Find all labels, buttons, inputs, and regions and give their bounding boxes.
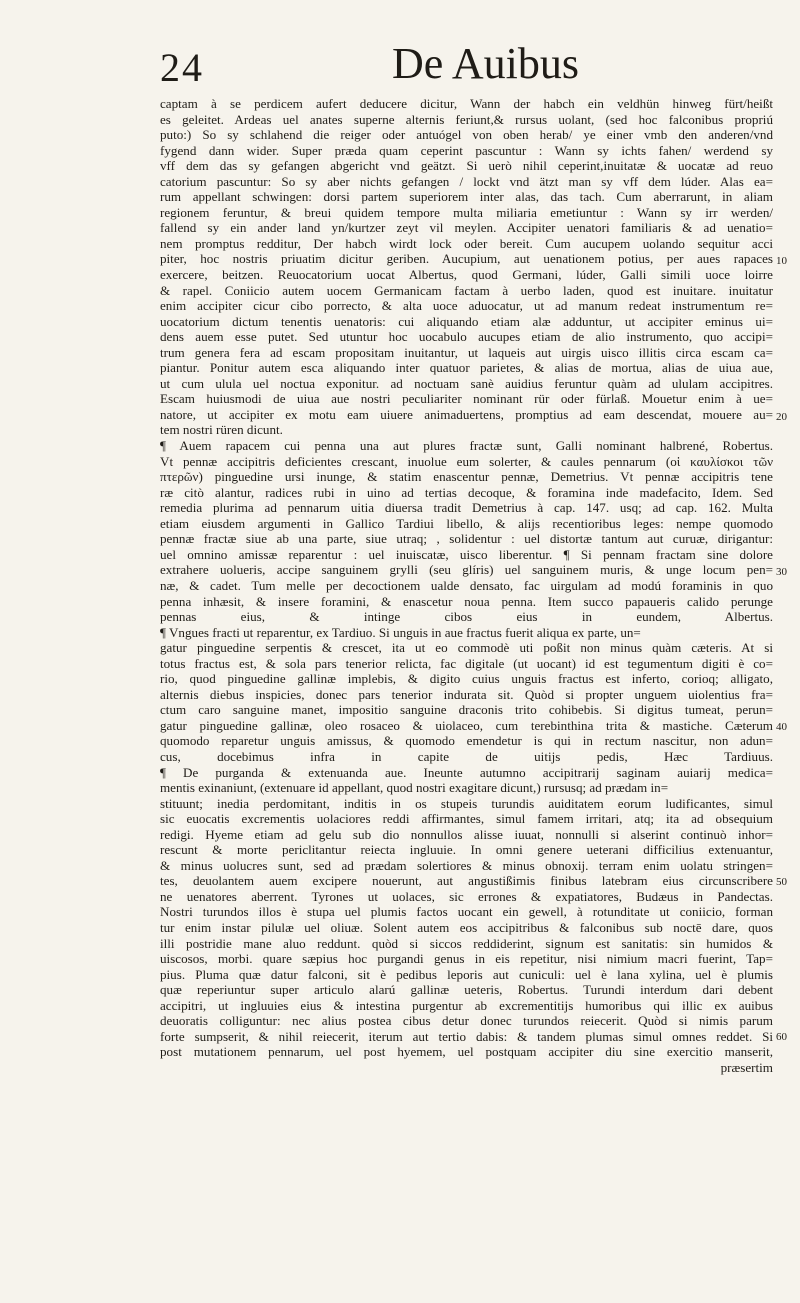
page-number: 24 [160,45,204,90]
text-line: cus, docebimus infra in capite de uitijs pedis, Hæc Tardiuus. [160,748,773,764]
text-line: sic euocatis excrementis uolaciores reddi affirmantes, simul famem irritari, atq; ita ad obsequium [160,811,773,827]
text-line: rum appellant schwingen: dorsi partem superiorem inter alas, das tach. Cum aberrarunt, in aliam [160,189,773,205]
text-line: gatur pinguedine gallinæ, oleo rosaceo & uiolaceo, cum terebinthina trita & mastiche. Cæterum [160,717,773,733]
text-line: penna inhæsit, & insere foramini, & enascetur noua penna. Item succo papaueris calido perunge [160,593,773,609]
text-line: tur enim instar pilulæ uel oliuæ. Solent autem eos accipitribus & falconibus sub noctē dare, quos [160,919,773,935]
text-line: fallend sy ein ander land yn/kurtzer zeyt vil meylen. Accipiter uenatori familiaris & ad uenatio= [160,220,773,236]
text-line: uiscosos, morbi. quare sæpius hoc purgandi genus in eis repetitur, nisi nimium macri fuerint, Tap= [160,951,773,967]
body-text [160,96,773,1075]
text-line: catorium pascuntur: So sy aber nichts gefangen / lockt vnd ätzt man sy vff dem lúder. Alas ea= [160,173,773,189]
margin-line-number: 60 [776,1031,787,1043]
text-line: remedia plurima ad pennarum uitia diuersa tradit Demetrius à cap. 147. usq; ad cap. 162. Multa [160,500,773,516]
text-line: ne uenatores aberrent. Tyrones ut uolaces, sic errones & expatiatores, Budæus in Pandectas. [160,888,773,904]
text-line: puto:) So sy schlahend die reiger oder antuógel von oben herab/ ye einer vmb den anderen/vnd [160,127,773,143]
text-line: illi postridie mane aluo reddunt. quòd si siccos reddiderint, signum est sanitatis: sin humidos & [160,935,773,951]
text-line: forte sumpserit, & nihil reiecerit, iterum aut tertio dabis: & tandem plumas simul omnes reddet. Si [160,1028,773,1044]
text-line: exercere, beitzen. Reuocatorium uocat Albertus, quod Germani, lúder, Galli simili uoce loirre [160,267,773,283]
text-line: fygend dann wider. Super præda quam ceperint pascuntur : Wann sy ichts fahen/ werdend sy [160,142,773,158]
text-line: extrahere uolueris, accipe sanguinem grylli (seu glíris) uel sanguinem muris, & unge locum pen= [160,562,773,578]
text-line: ¶ Auem rapacem cui penna una aut plures fractæ sunt, Galli nominant halbrené, Robertus. [160,438,773,454]
text-line: gatur pinguedine serpentis & crescet, ita ut eo commodè uti poßit non minus quàm cæteris. At si [160,640,773,656]
text-line: ¶ De purganda & extenuanda aue. Ineunte autumno accipitrarij saginam auiarij medica= [160,764,773,780]
text-line: næ, & cadet. Tum melle per decoctionem ualde densato, fac uirgulam ad modú foraminis in quo [160,577,773,593]
text-line: πτερῶν) pinguedine ursi inunge, & statim enascentur pennæ, Demetrius. Vt pennæ accipitris tene [160,469,773,485]
text-line: ut cum ulula uel noctua exponitur. ad noctuam sanè auidius feruntur quàm ad ululam accipitres. [160,375,773,391]
text-line: quæ reperiuntur super articulo alarú gallinæ ueteris, Robertus. Turundi interdum dari debent [160,982,773,998]
text-line: rio, quod pinguedine gallinæ implebis, & digito cuius unguis fractus est inferto, corioq; alligato, [160,671,773,687]
text-line: ræ citò alantur, radices rubi in uino ad tertias decoque, & foramina inde madefacito, Idem. Sed [160,484,773,500]
text-line: alternis diebus inspicies, donec pars tenerior indurata sit. Quòd si propter unguem uiolentius fra= [160,686,773,702]
text-line: regionem feruntur, & breui quidem tempore multa miliaria emetiuntur : Wann sy irr werden/ [160,204,773,220]
page-header [160,38,760,90]
text-line: captam à se perdicem aufert deducere dicitur, Wann der habch ein veldhün hinweg fürt/heißt [160,96,773,111]
text-line: uocatorium dictum tenentis uenatoris: cui aliquando etiam alæ adduntur, ut accipiter eminus ui= [160,313,773,329]
text-line: præsertim [720,1059,773,1075]
text-line: pius. Pluma quæ datur falconi, sit è pedibus leporis aut cuniculi: uel è lana xylina, uel è plumis [160,966,773,982]
text-line: enim accipiter cicur cibo porrecto, & alta uoce aduocatur, ut ad manum redeat instrumentum re= [160,298,773,314]
text-line: piantur. Ponitur autem esca aliquando inter quatuor parietes, & alias de mortua, alias de uiua aue, [160,360,773,376]
text-line: & rapel. Coniicio autem uocem Germanicam factam à uerbo laden, quod est inuitare. inuitatur [160,282,773,298]
text-line: es geleitet. Ardeas uel anates superne alternis feriunt,& rursus uolant, (sed hoc falconibus propriú [160,111,773,127]
text-line: ¶ Vngues fracti ut reparentur, ex Tardiuo. Si unguis in aue fractus fuerit aliqua ex parte, un= [160,624,641,640]
text-line: redigi. Hyeme etiam ad gelu sub dio nonnullos alisse iuuat, nonnulli si alserint continuò inhor= [160,826,773,842]
text-line: quomodo reparetur unguis amissus, & quomodo emendetur is qui in rectum nascitur, non adun= [160,733,773,749]
margin-line-number: 50 [776,876,787,888]
text-line: piter, hoc nostris priuatim dicitur geriben. Aucupium, aut uenationem potius, per aues rapaces [160,251,773,267]
margin-line-number: 10 [776,255,787,267]
text-line: natore, ut accipiter ex motu eam uiuere animaduertens, promptius ad eam descendat, mouere au= [160,406,773,422]
text-line: uel omnino amissæ reparentur : uel inuiscatæ, uisco liberentur. ¶ Si pennam fractam sine dolore [160,546,773,562]
text-line: ctum caro sanguine manet, impositio sanguine draconis trito cohibebis. Si digitus tumeat, perun= [160,702,773,718]
text-line: rescunt & morte periclitantur reiecta ingluuie. In omni genere ueterani difficilius extenuantur, [160,842,773,858]
text-line: mentis exinaniunt, (extenuare id appellant, quod nostri exagitare dicunt,) rursusq; ad prædam in= [160,780,669,796]
text-line: Vt pennæ accipitris deficientes crescant, inuolue eum solerter, & caules pennarum (οἱ καυλίσκοι τῶν [160,453,773,469]
text-line: pennæ fractæ siue ab una parte, siue utraq; , solidentur : uel distortæ tantum aut curuæ, dirigantur: [160,531,773,547]
text-line: tes, deuolantem auem excipere nouerunt, aut angustißimis finibus latebram eius circunscribere [160,873,773,889]
text-line: vff dem das sy gefangen abgericht vnd geätzt. Si uerò nihil ceperint,inuitatæ & uocatæ ad reuo [160,158,773,174]
running-title: De Auibus [392,39,579,88]
text-line: deuoratis colliguntur: nec alius postea cibus detur donec turundos reiecerit. Quòd si nimis parum [160,1013,773,1029]
text-line: nem promptus redditur, Der habch wirdt lock oder bereit. Cum aucupem uolando sequitur acci [160,235,773,251]
text-line: dens auem esse putet. Sed utuntur hoc uocabulo aucupes etiam de alio instrumento, quo accipi= [160,329,773,345]
text-line: Nostri turundos illos è stupa uel plumis factos uocant ein gewell, à rotunditate ut coniicio, forman [160,904,773,920]
margin-line-number: 30 [776,566,787,578]
text-line: etiam eiusdem argumenti in Gallico Tardiui libello, & alijs recentioribus leges: nempe quomodo [160,515,773,531]
margin-line-number: 20 [776,411,787,423]
text-line: & minus uolucres sunt, sed ad prædam solertiores & minus obnoxij. terram enim uolatu stringen= [160,857,773,873]
text-line: stituunt; inedia perdomitant, inditis in os stupeis turundis auiditatem eorum ludificantes, simul [160,795,773,811]
text-line: accipitri, ut ingluuies eius & intestina purgentur ab excrementitijs humoribus qui illic ex auibus [160,997,773,1013]
text-line: post mutationem pennarum, uel post hyemem, uel postquam accipiter diu sine exercitio manserit, [160,1044,773,1060]
text-line: tem nostri rüren dicunt. [160,422,283,438]
margin-line-number: 40 [776,721,787,733]
text-line: pennas eius, & intinge cibos eius in eundem, Albertus. [160,609,773,625]
text-line: totus fractus est, & sola pars tenerior relicta, fac digitale (ut uocant) id est tegumentum digiti è co= [160,655,773,671]
text-line: trum genera fera ad escam propositam inuitantur, ut laqueis aut uirgis uisco illitis circa escam ca= [160,344,773,360]
text-line: Escam huiusmodi de uiua aue nostri peculiariter nominant rür oder fürlaß. Mouetur enim à ue= [160,391,773,407]
